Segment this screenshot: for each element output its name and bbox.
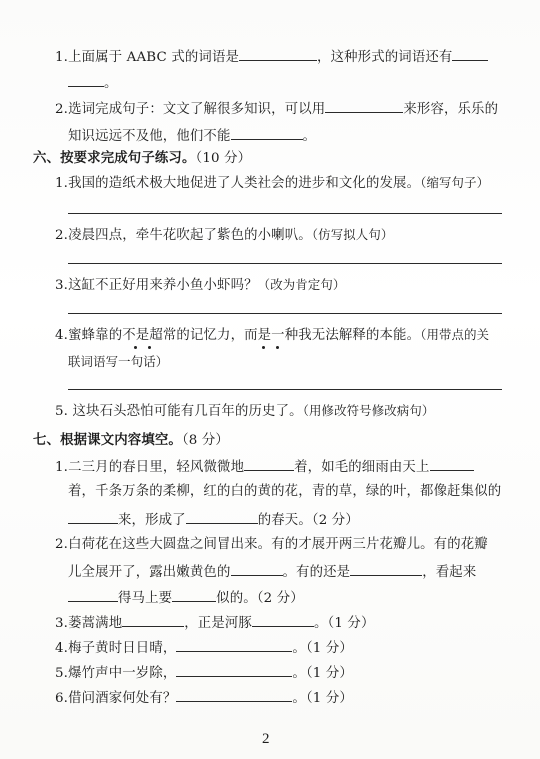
s6-q1-text: 1.我国的造纸术极大地促进了人类社会的进步和文化的发展。 — [55, 176, 421, 191]
q5-1-text-a: 1.上面属于 AABC 式的词语是 — [55, 50, 240, 65]
q5-1-blank-2[interactable] — [452, 47, 488, 61]
s7-q1-line1 — [55, 457, 474, 477]
s6-q1-note: （缩写句子） — [420, 175, 490, 190]
section-6-heading — [33, 150, 251, 168]
s7-q3-text-b: ，正是河豚 — [184, 616, 252, 631]
s6-q3-answer-line[interactable] — [68, 313, 502, 314]
s6-q3-note: （改为肯定句） — [257, 277, 346, 292]
s7-q2-blank-2[interactable] — [350, 562, 422, 576]
q5-1-blank-3[interactable] — [68, 73, 104, 87]
s7-q2-text-c: 。有的还是 — [282, 565, 351, 580]
page-number: 2 — [262, 731, 270, 747]
s6-q5-prompt — [55, 402, 434, 421]
s6-q2-answer-line[interactable] — [68, 263, 502, 264]
q5-2-text-d: 。 — [302, 129, 317, 144]
s6-q3-text: 3.这缸不正好用来养小鱼小虾吗？ — [55, 278, 258, 293]
s7-q2-line1 — [55, 536, 488, 554]
q5-2-line2 — [68, 126, 316, 146]
s7-q1-line3 — [68, 510, 359, 530]
s6-q2-text: 2.凌晨四点，牵牛花吹起了紫色的小喇叭。 — [55, 228, 312, 243]
s7-q2-line3 — [68, 588, 304, 608]
q5-2-text-a: 2.选词完成句子：文文了解很多知识，可以用 — [55, 102, 326, 117]
q5-2-blank-1[interactable] — [325, 99, 403, 113]
s6-q4-note: （用带点的关 — [420, 327, 490, 342]
section-6-title: 六、按要求完成句子练习。 — [33, 151, 196, 166]
q5-1-line1 — [55, 47, 488, 67]
q5-1-text-c: 。 — [104, 76, 118, 91]
s6-q2-prompt — [55, 226, 393, 245]
section-7-heading — [33, 432, 229, 450]
s7-q5-blank[interactable] — [176, 663, 292, 677]
s6-q4-answer-line[interactable] — [68, 389, 502, 390]
s7-q3-blank-1[interactable] — [122, 613, 184, 627]
s7-q2-blank-3[interactable] — [68, 588, 118, 602]
s7-q5-text-b: 。（1 分） — [292, 666, 353, 681]
s7-q1-text-a: 1.二三月的春日里，轻风微微地 — [55, 460, 245, 475]
q5-2-text-b: 来形容，乐乐的 — [403, 102, 499, 117]
s7-q6-text-b: 。（1 分） — [292, 691, 353, 706]
s7-q2-blank-1[interactable] — [231, 562, 283, 576]
s7-q2-text-d: ，看起来 — [422, 565, 477, 580]
section-7-score: （8 分） — [181, 433, 229, 448]
emphasis-dot-1 — [134, 346, 137, 349]
q5-2-line1 — [55, 99, 498, 119]
s6-q1-answer-line[interactable] — [68, 213, 502, 214]
s6-q5-note: （用修改符号修改病句） — [302, 403, 435, 418]
section-6-score: （10 分） — [195, 151, 252, 166]
s7-q6-text-a: 6.借问酒家何处有？ — [55, 691, 177, 706]
section-7-title: 七、根据课文内容填空。 — [33, 433, 182, 448]
q5-2-blank-2[interactable] — [231, 126, 303, 140]
s7-q6-blank[interactable] — [176, 688, 292, 702]
s7-q2-text-f: 似的。（2 分） — [216, 591, 304, 606]
s7-q2-text-a: 2.白荷花在这些大圆盘之间冒出来。有的才展开两三片花瓣儿。有的花瓣 — [55, 537, 488, 552]
s6-q4-text: 4.蜜蜂靠的不是超常的记忆力，而是一种我无法解释的本能。 — [55, 328, 421, 343]
s6-q4-prompt — [55, 326, 489, 345]
emphasis-dot-3 — [262, 346, 265, 349]
s7-q2-text-b: 儿全展开了，露出嫩黄色的 — [68, 565, 231, 580]
s7-q3-text-c: 。（1 分） — [313, 616, 375, 631]
q5-2-text-c: 知识远远不及他，他们不能 — [68, 129, 231, 144]
s7-q5-line — [55, 663, 353, 683]
s7-q4-text-b: 。（1 分） — [292, 641, 353, 656]
s6-q3-prompt — [55, 276, 345, 295]
s7-q1-blank-2[interactable] — [430, 457, 474, 471]
s7-q4-line — [55, 638, 353, 658]
emphasis-dot-4 — [276, 346, 279, 349]
s7-q2-text-e: 得马上要 — [118, 591, 173, 606]
s7-q1-text-c: 着，千条万条的柔柳，红的白的黄的花，青的草，绿的叶，都像赶集似的 — [68, 484, 502, 499]
s7-q4-text-a: 4.梅子黄时日日晴， — [55, 641, 177, 656]
s7-q1-line2 — [68, 483, 501, 501]
s7-q5-text-a: 5.爆竹声中一岁除， — [55, 666, 177, 681]
s7-q4-blank[interactable] — [176, 638, 292, 652]
s7-q1-text-b: 着，如毛的细雨由天上 — [294, 460, 430, 475]
s7-q3-text-a: 3.蒌蒿满地 — [55, 616, 123, 631]
s7-q1-blank-3[interactable] — [68, 510, 118, 524]
s7-q1-text-e: 的春天。（2 分） — [257, 513, 359, 528]
s7-q3-blank-2[interactable] — [252, 613, 314, 627]
q5-1-line2 — [68, 73, 118, 93]
s7-q3-line — [55, 613, 375, 633]
s6-q4-note-cont: 联词语写一句话） — [68, 354, 169, 369]
s7-q2-line2 — [68, 562, 476, 582]
q5-1-text-b: ，这种形式的词语还有 — [317, 50, 453, 65]
s6-q1-prompt — [55, 174, 489, 193]
s7-q2-blank-4[interactable] — [172, 588, 216, 602]
s7-q1-blank-4[interactable] — [186, 510, 258, 524]
s6-q2-note: （仿写拟人句） — [311, 227, 394, 242]
s7-q1-text-d: 来，形成了 — [118, 513, 186, 528]
q5-1-blank-1[interactable] — [239, 47, 317, 61]
s6-q5-text: 5. 这块石头恐怕可能有几百年的历史了。 — [55, 404, 303, 419]
s7-q1-blank-1[interactable] — [244, 457, 294, 471]
emphasis-dot-2 — [148, 346, 151, 349]
s7-q6-line — [55, 688, 353, 708]
